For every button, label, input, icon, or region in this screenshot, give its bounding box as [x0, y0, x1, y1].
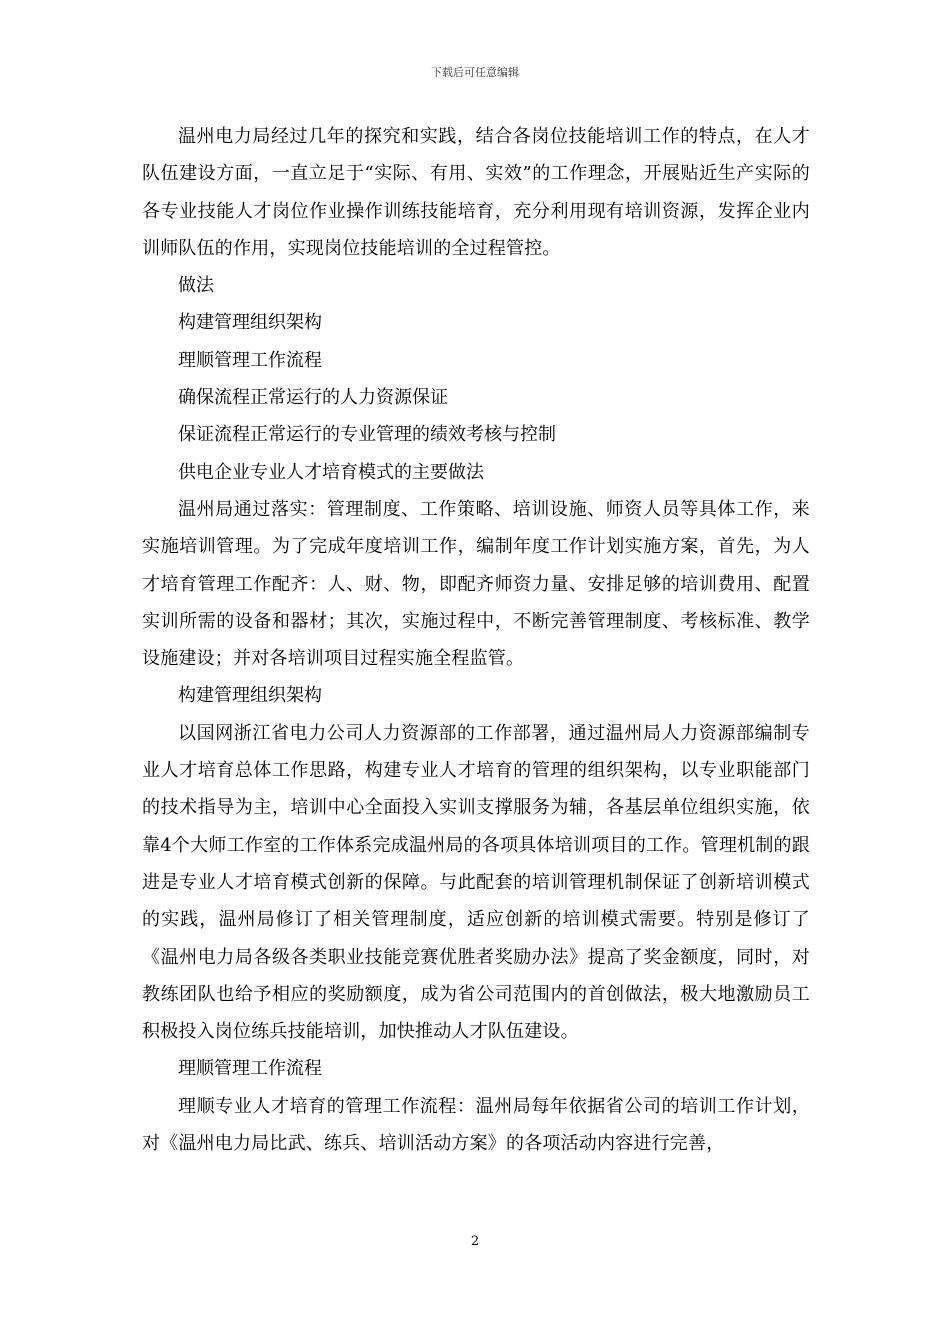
page-header: 下载后可任意编辑	[431, 66, 519, 79]
paragraph-intro: 温州电力局经过几年的探究和实践，结合各岗位技能培训工作的特点，在人才队伍建设方面，一直立足于“实际、有用、实效”的工作理念，开展贴近生产实际的各专业技能人才岗位作业操作训练技能培育，充分利用现有培训资源，发挥企业内训师队伍的作用，实现岗位技能培训的全过程管控。	[142, 126, 810, 259]
heading-outline-1: 构建管理组织架构	[178, 312, 322, 334]
heading-outline-4: 保证流程正常运行的专业管理的绩效考核与控制	[178, 424, 556, 446]
paragraph-org-structure: 以国网浙江省电力公司人力资源部的工作部署，通过温州局人力资源部编制专业人才培育总体工作思路，构建专业人才培育的管理的组织架构，以专业职能部门的技术指导为主，培训中心全面投入实训支撑服务为辅，各基层单位组织实施，依靠4个大师工作室的工作体系完成温州局的各项具体培训项目的工作。管理机制的跟进是专业人才培育模式创新的保障。与此配套的培训管理机制保证了创新培训模式的实践，温州局修订了相关管理制度，适应创新的培训模式需要。特别是修订了《温州电力局各级各类职业技能竞赛优胜者奖励办法》提高了奖金额度，同时，对教练团队也给予相应的奖励额度，成为省公司范围内的首创做法，极大地激励员工积极投入岗位练兵技能培训，加快推动人才队伍建设。	[142, 722, 810, 1043]
document-body	[142, 118, 810, 1162]
heading-outline-2: 理顺管理工作流程	[178, 349, 322, 371]
heading-org-structure: 构建管理组织架构	[178, 685, 322, 707]
heading-methods: 做法	[178, 275, 214, 297]
page-number: 2	[470, 1234, 480, 1249]
paragraph-implementation: 温州局通过落实：管理制度、工作策略、培训设施、师资人员等具体工作，来实施培训管理。为了完成年度培训工作，编制年度工作计划实施方案，首先，为人才培育管理工作配齐：人、财、物，即配齐师资力量、安排足够的培训费用、配置实训所需的设备和器材；其次，实施过程中，不断完善管理制度、考核标准、教学设施建设；并对各培训项目过程实施全程监管。	[142, 498, 810, 670]
paragraph-workflow: 理顺专业人才培育的管理工作流程：温州局每年依据省公司的培训工作计划，对《温州电力局比武、练兵、培训活动方案》的各项活动内容进行完善，	[142, 1095, 810, 1155]
heading-main-methods: 供电企业专业人才培育模式的主要做法	[178, 461, 484, 483]
heading-workflow: 理顺管理工作流程	[178, 1058, 322, 1080]
heading-outline-3: 确保流程正常运行的人力资源保证	[178, 387, 448, 409]
